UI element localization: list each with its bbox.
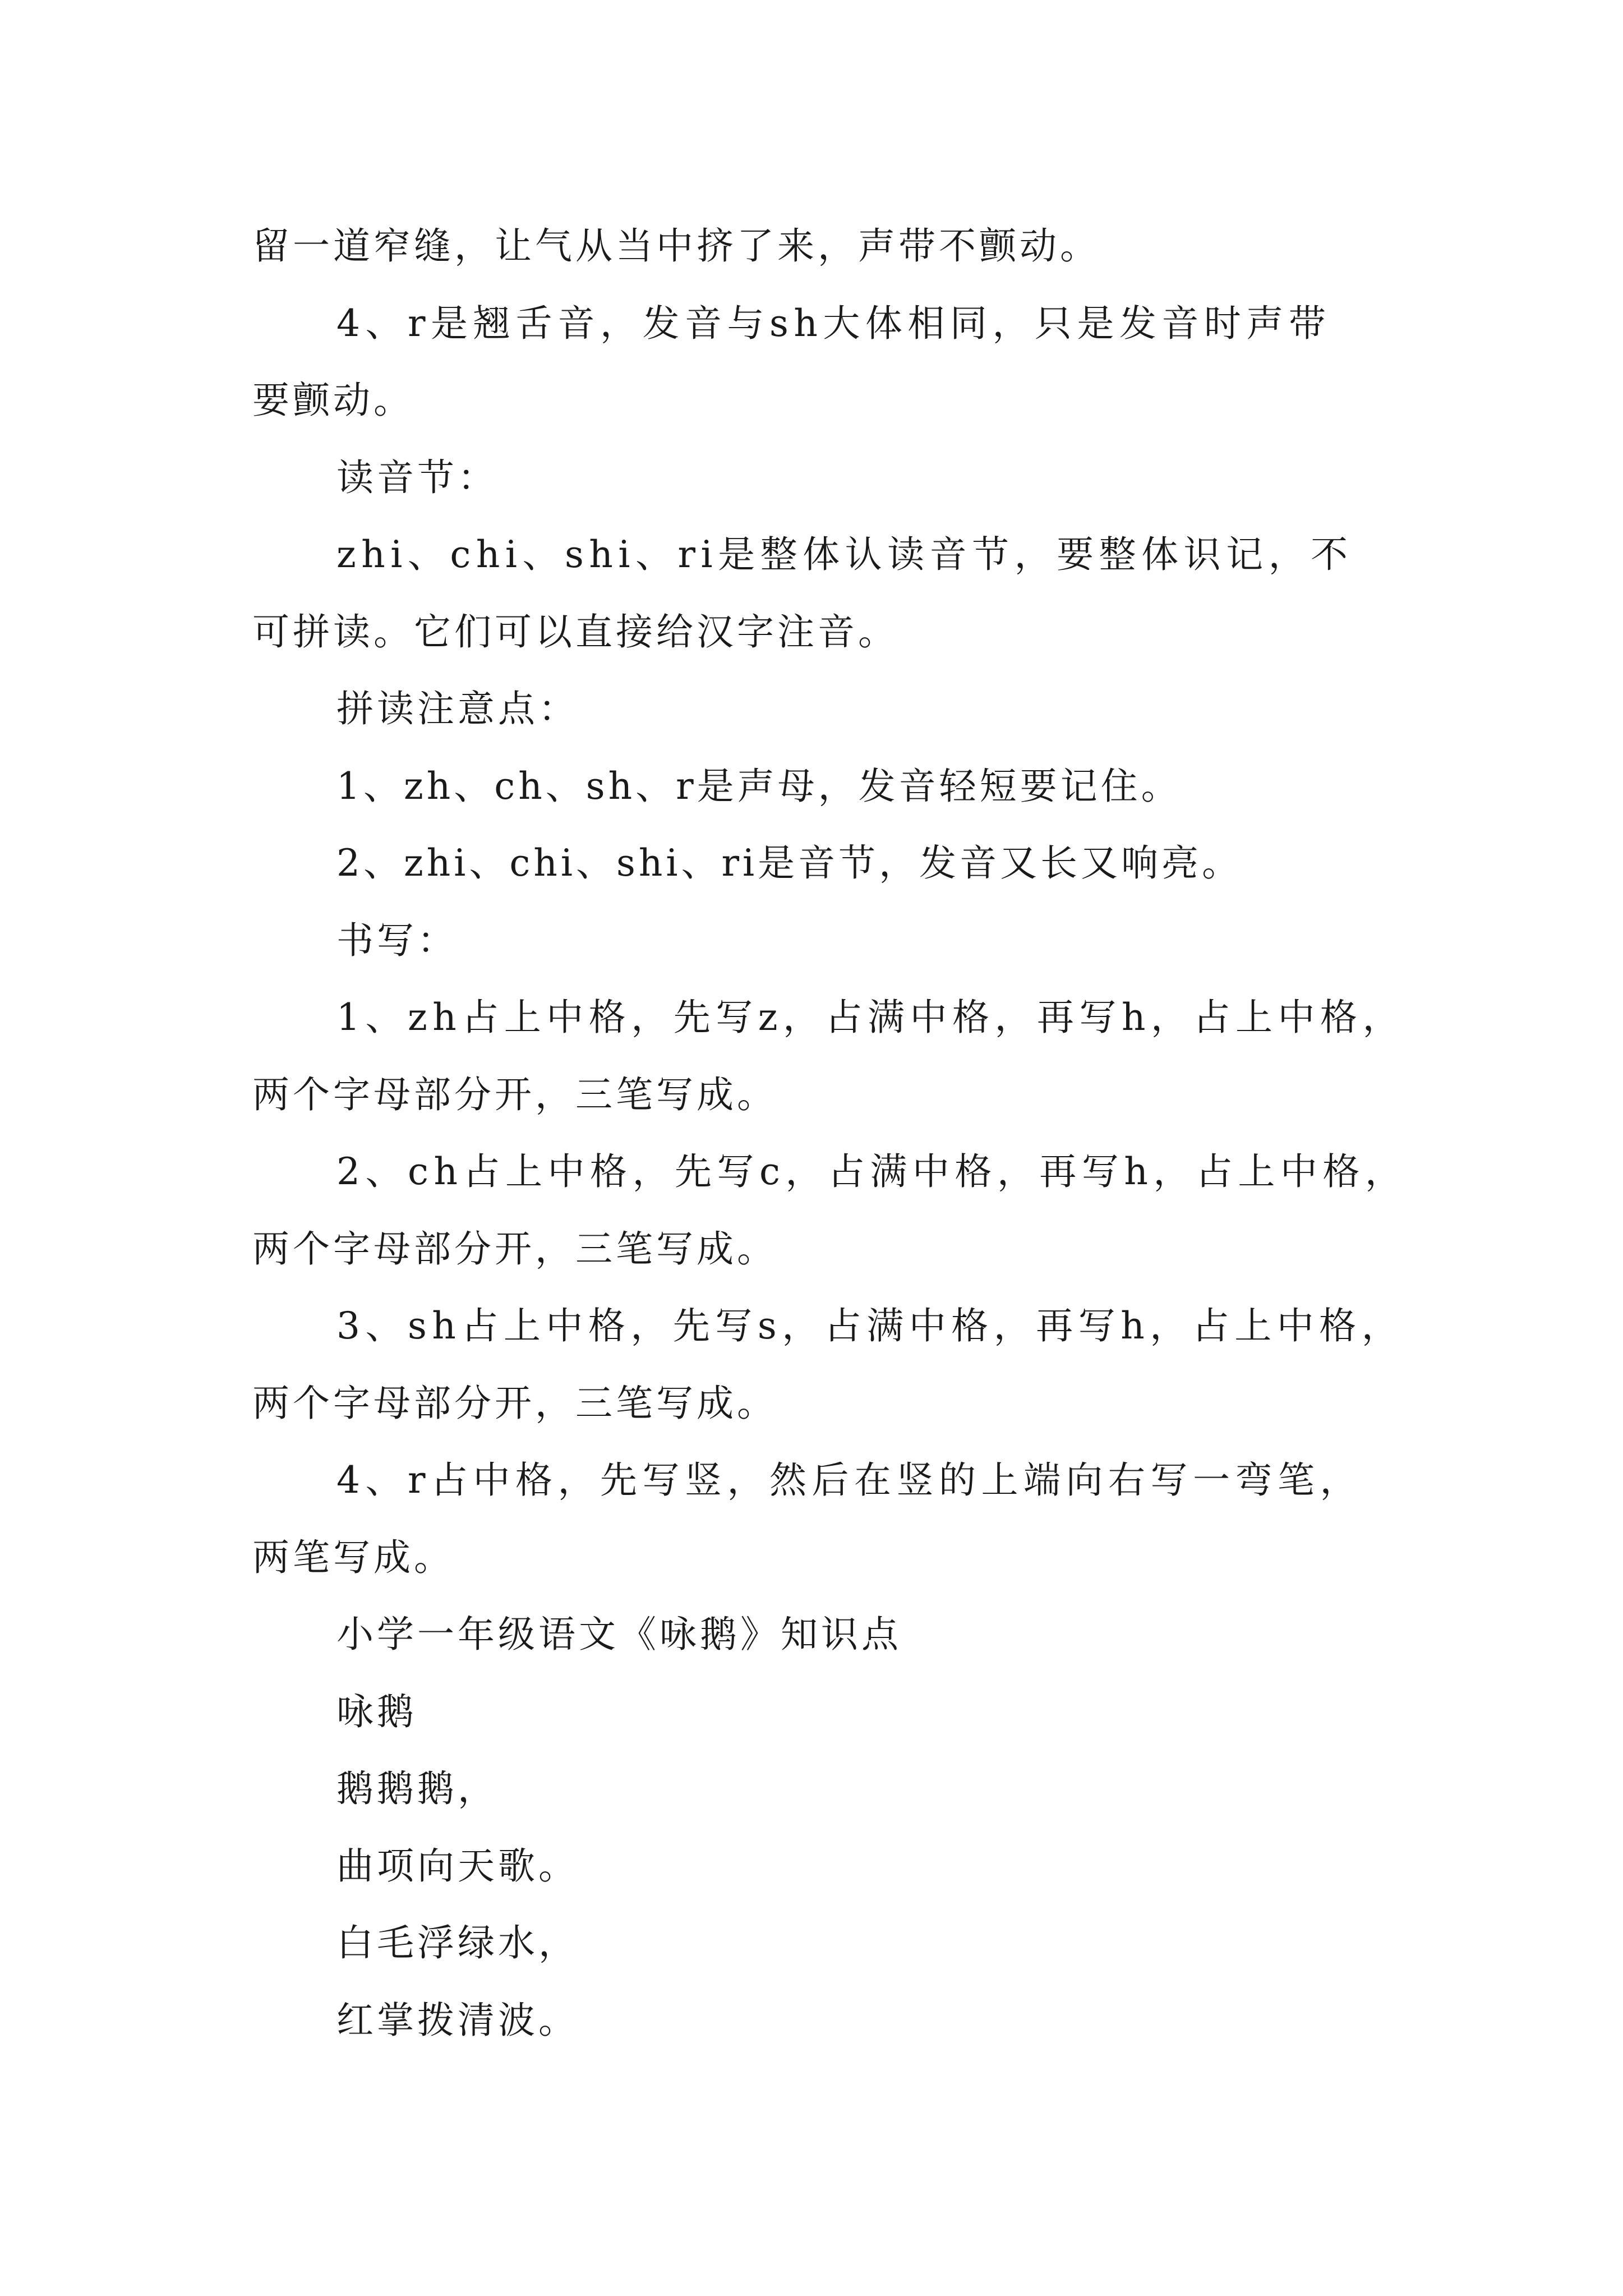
text-line: 留一道窄缝，让气从当中挤了来，声带不颤动。	[252, 224, 1100, 268]
text-line: 两个字母部分开，三笔写成。	[252, 1381, 777, 1425]
text-line: 要颤动。	[252, 379, 414, 422]
section-heading: 读音节：	[336, 455, 498, 499]
text-line: 2、ch占上中格，先写c，占满中格，再写h，占上中格，	[336, 1150, 1408, 1193]
poem-line: 鹅鹅鹅，	[336, 1767, 498, 1810]
text-line: 4、r是翘舌音，发音与sh大体相同，只是发音时声带	[336, 301, 1331, 345]
poem-line: 红掌拨清波。	[336, 1998, 579, 2042]
article-title: 小学一年级语文《咏鹅》知识点	[336, 1613, 902, 1656]
text-line: 两个字母部分开，三笔写成。	[252, 1227, 777, 1271]
text-line: 1、zh占上中格，先写z，占满中格，再写h，占上中格，	[336, 996, 1405, 1039]
text-line: 3、sh占上中格，先写s，占满中格，再写h，占上中格，	[336, 1304, 1404, 1347]
section-heading: 拼读注意点：	[336, 687, 579, 730]
text-line: 4、r占中格，先写竖，然后在竖的上端向右写一弯笔，	[336, 1458, 1363, 1502]
poem-line: 曲项向天歌。	[336, 1844, 579, 1888]
section-heading: 书写：	[336, 918, 458, 962]
text-line: 两个字母部分开，三笔写成。	[252, 1073, 777, 1116]
text-line: 2、zhi、chi、shi、ri是音节，发音又长又响亮。	[336, 841, 1243, 885]
poem-title: 咏鹅	[336, 1690, 417, 1733]
document-body	[252, 208, 1408, 2059]
text-line: 两笔写成。	[252, 1535, 454, 1579]
text-line: zhi、chi、shi、ri是整体认读音节，要整体识记，不	[336, 533, 1353, 576]
text-line: 可拼读。它们可以直接给汉字注音。	[252, 610, 898, 654]
text-line: 1、zh、ch、sh、r是声母，发音轻短要记住。	[336, 764, 1182, 808]
poem-line: 白毛浮绿水，	[336, 1921, 579, 1964]
